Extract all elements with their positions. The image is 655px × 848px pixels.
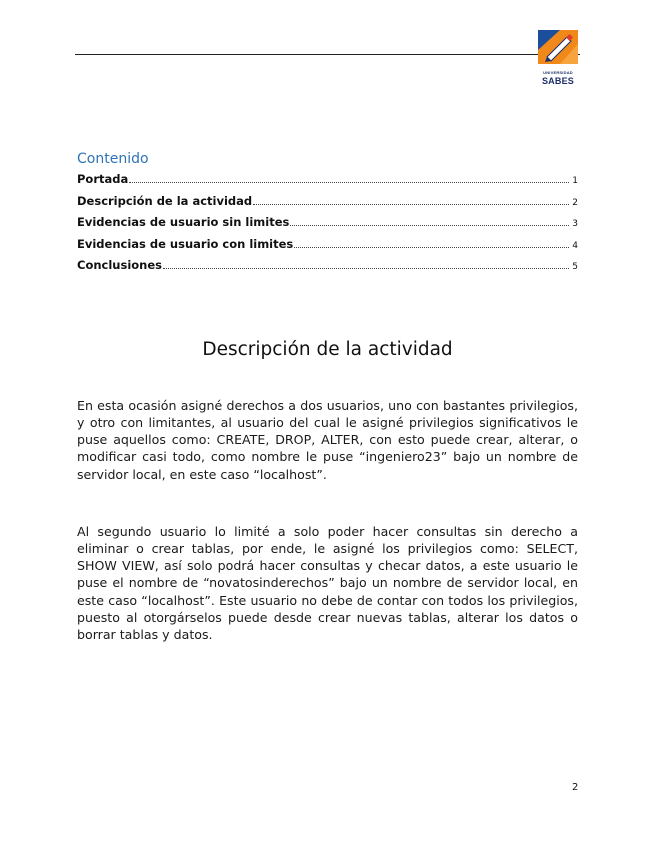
toc-entry-con-limites[interactable] <box>77 237 578 259</box>
toc-entry-label: Conclusiones <box>77 258 162 272</box>
toc-dot-leader <box>290 224 569 226</box>
section-title: Descripción de la actividad <box>202 339 453 360</box>
page-number: 2 <box>572 782 579 793</box>
toc-entry-page: 3 <box>572 219 578 229</box>
toc-dot-leader <box>163 267 569 269</box>
toc-dot-leader <box>129 181 569 183</box>
body-paragraph-1: En esta ocasión asigné derechos a dos usuarios, uno con bastantes privilegios, y otro con limitantes, al usuario del cual le asigné privilegios significativos le puse aquellos como: CREATE, DROP, ALTER, con esto puede crear, alterar, o modificar casi todo, como nombre le puse “ingeniero23” bajo un nombre de servidor local, en este caso “localhost”. <box>77 397 578 482</box>
toc-entry-sin-limites[interactable] <box>77 215 578 237</box>
toc-heading: Contenido <box>77 151 149 167</box>
body-paragraph-2: Al segundo usuario lo limité a solo poder hacer consultas sin derecho a eliminar o crear tablas, por ende, le asigné los privilegios como: SELECT, SHOW VIEW, así solo podrá hacer consultas y checar datos, a este usuario le puse el nombre de “novatosinderechos” bajo un nombre de servidor local, en este caso “localhost”. Este usuario no debe de contar con todos los privilegios, puesto al otorgárselos puede desde crear nuevas tablas, alterar los datos o borrar tablas y datos. <box>77 523 578 643</box>
toc-entry-descripcion[interactable] <box>77 194 578 216</box>
toc-entry-portada[interactable] <box>77 172 578 194</box>
logo-small-text: UNIVERSIDAD <box>543 70 573 75</box>
sabes-logo-icon <box>538 30 578 64</box>
toc-entry-label: Descripción de la actividad <box>77 193 253 208</box>
toc-dot-leader <box>253 203 569 205</box>
header-rule <box>75 54 580 55</box>
toc-entry-label: Evidencias de usuario sin limites <box>77 215 290 229</box>
toc-entry-page: 1 <box>572 176 578 186</box>
toc-entry-page: 2 <box>572 197 578 208</box>
toc-dot-leader <box>294 246 569 248</box>
toc-entry-conclusiones[interactable] <box>77 258 578 280</box>
toc-entry-page: 4 <box>572 240 578 251</box>
university-logo <box>538 30 578 88</box>
table-of-contents <box>77 172 578 280</box>
toc-entry-page: 5 <box>572 262 578 272</box>
toc-entry-label: Portada <box>77 172 129 186</box>
logo-big-text: SABES <box>541 76 574 86</box>
toc-entry-label: Evidencias de usuario con limites <box>77 236 294 251</box>
